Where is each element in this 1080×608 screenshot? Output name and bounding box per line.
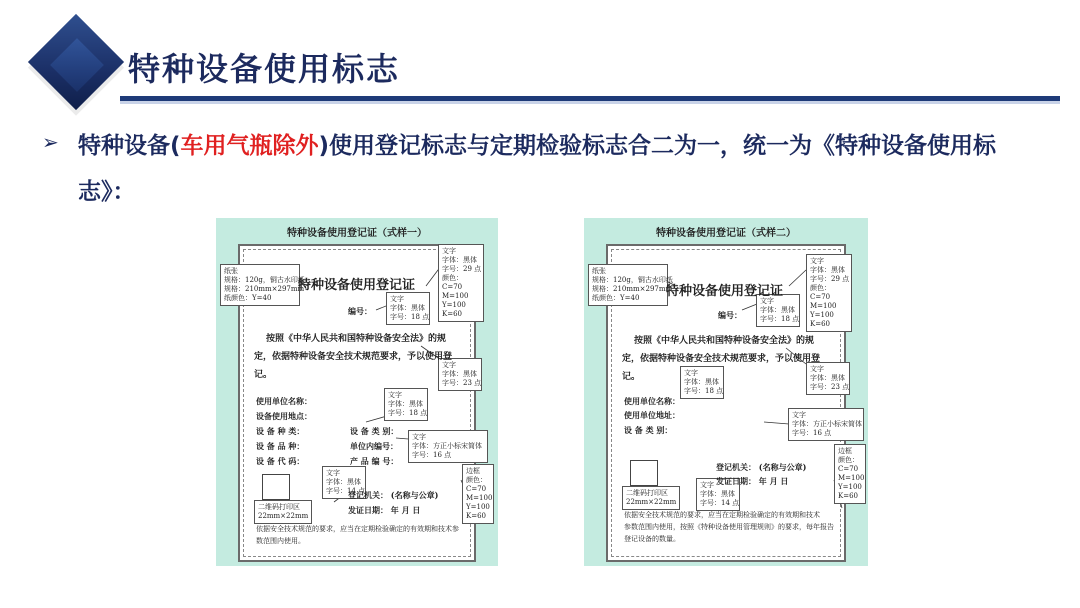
- registration-authority: 登记机关： (名称与公章): [348, 490, 439, 500]
- callout-small-spec: 文字 字体：黑体 字号：14 点: [322, 466, 366, 499]
- bullet-text: [78, 123, 1038, 215]
- sample-two-caption: 特种设备使用登记证（式样二）: [656, 228, 796, 239]
- page-title: 特种设备使用标志: [128, 50, 401, 88]
- certificate-number-label: 编号：: [348, 306, 372, 316]
- certificate-intro-line2: 定，依据特种设备安全技术规范要求，予以使用登: [622, 354, 821, 364]
- certificate-intro-line2: 定，依据特种设备安全技术规范要求，予以使用登: [254, 352, 453, 362]
- sample-one-card: [216, 218, 498, 566]
- certificate-footer-line1: 依据安全技术规范的要求，应当在定期检验确定的有效期和技术: [624, 511, 820, 519]
- certificate-footer-line2: 参数范围内使用，按照《特种设备使用管理规则》的要求，每年报告: [624, 523, 834, 531]
- callout-number-spec: 文字 字体：黑体 字号：18 点: [386, 292, 430, 325]
- bullet-highlight: 车用气瓶除外: [180, 133, 319, 159]
- sample-two-card: [584, 218, 868, 566]
- header-divider: [120, 96, 1060, 104]
- callout-fields-spec: 文字 字体：黑体 字号：18 点: [384, 388, 428, 421]
- callout-paper-spec: 纸张 规格：120g，铜古水印纸 规格：210mm×297mm 纸颜色：Y=40: [588, 264, 668, 306]
- certificate-title: 特种设备使用登记证: [298, 278, 416, 293]
- callout-number-spec: 文字 字体：黑体 字号：18 点: [756, 294, 800, 327]
- callout-border-spec: 边框 颜色： C=70 M=100 Y=100 K=60: [462, 464, 494, 524]
- registration-authority: 登记机关： (名称与公章): [716, 462, 807, 472]
- certificate-footer-line2: 数范围内使用。: [256, 537, 305, 545]
- field-use-location: 设备使用地点：: [256, 411, 312, 421]
- callout-paper-spec: 纸张 规格：120g，铜古水印纸 规格：210mm×297mm 纸颜色：Y=40: [220, 264, 300, 306]
- field-device-category: 设 备 类 别：: [624, 425, 673, 435]
- callout-border-spec: 边框 颜色： C=70 M=100 Y=100 K=60: [834, 444, 866, 504]
- qr-code-area: [630, 460, 658, 486]
- bullet-arrow-icon: ➢: [42, 130, 59, 154]
- bullet-suffix: )使用登记标志与定期检验标志合二为一，统一为《特种设备使用标志》：: [78, 133, 997, 205]
- certificate-number-label: 编号：: [718, 310, 742, 320]
- certificate-intro-line1: 按照《中华人民共和国特种设备安全法》的规: [634, 336, 815, 346]
- callout-title-spec: 文字 字体：黑体 字号：29 点 颜色： C=70 M=100 Y=100 K=60: [806, 254, 852, 332]
- callout-fields2-spec: 文字 字体：方正小标宋简体 字号：16 点: [788, 408, 864, 441]
- field-product-number: 产 品 编 号：: [350, 456, 399, 466]
- callout-intro-spec: 文字 字体：黑体 字号：23 点: [806, 362, 850, 395]
- field-device-variety: 设 备 品 种：: [256, 441, 305, 451]
- certificate-intro-line3: 记。: [254, 370, 273, 380]
- field-unit-name: 使用单位名称：: [624, 396, 680, 406]
- callout-fields-spec: 文字 字体：黑体 字号：18 点: [680, 366, 724, 399]
- field-device-code: 设 备 代 码：: [256, 456, 305, 466]
- sample-one-caption: 特种设备使用登记证（式样一）: [287, 228, 427, 239]
- field-unit-name: 使用单位名称：: [256, 396, 312, 406]
- callout-small-spec: 文字 字体：黑体 字号：14 点: [696, 478, 740, 511]
- certificate-footer-line3: 登记设备的数量。: [624, 535, 680, 543]
- certificate-title: 特种设备使用登记证: [666, 284, 784, 299]
- certificate-intro-line3: 记。: [622, 372, 641, 382]
- issue-date: 发证日期： 年 月 日: [348, 505, 421, 515]
- bullet-prefix: 特种设备(: [78, 133, 181, 159]
- field-device-kind: 设 备 种 类：: [256, 426, 305, 436]
- certificate-footer-line1: 依据安全技术规范的要求，应当在定期检验确定的有效期和技术参: [256, 525, 459, 533]
- field-unit-address: 使用单位地址：: [624, 410, 680, 420]
- certificate-intro-line1: 按照《中华人民共和国特种设备安全法》的规: [266, 334, 447, 344]
- qr-code-label: 二维码打印区 22mm×22mm: [622, 486, 680, 510]
- issue-date: 发证日期： 年 月 日: [716, 476, 789, 486]
- field-internal-number: 单位内编号：: [350, 441, 398, 451]
- field-device-category: 设 备 类 别：: [350, 426, 399, 436]
- callout-fields2-spec: 文字 字体：方正小标宋简体 字号：16 点: [408, 430, 488, 463]
- callout-title-spec: 文字 字体：黑体 字号：29 点 颜色： C=70 M=100 Y=100 K=60: [438, 244, 484, 322]
- callout-intro-spec: 文字 字体：黑体 字号：23 点: [438, 358, 482, 391]
- qr-code-area: [262, 474, 290, 500]
- qr-code-label: 二维码打印区 22mm×22mm: [254, 500, 312, 524]
